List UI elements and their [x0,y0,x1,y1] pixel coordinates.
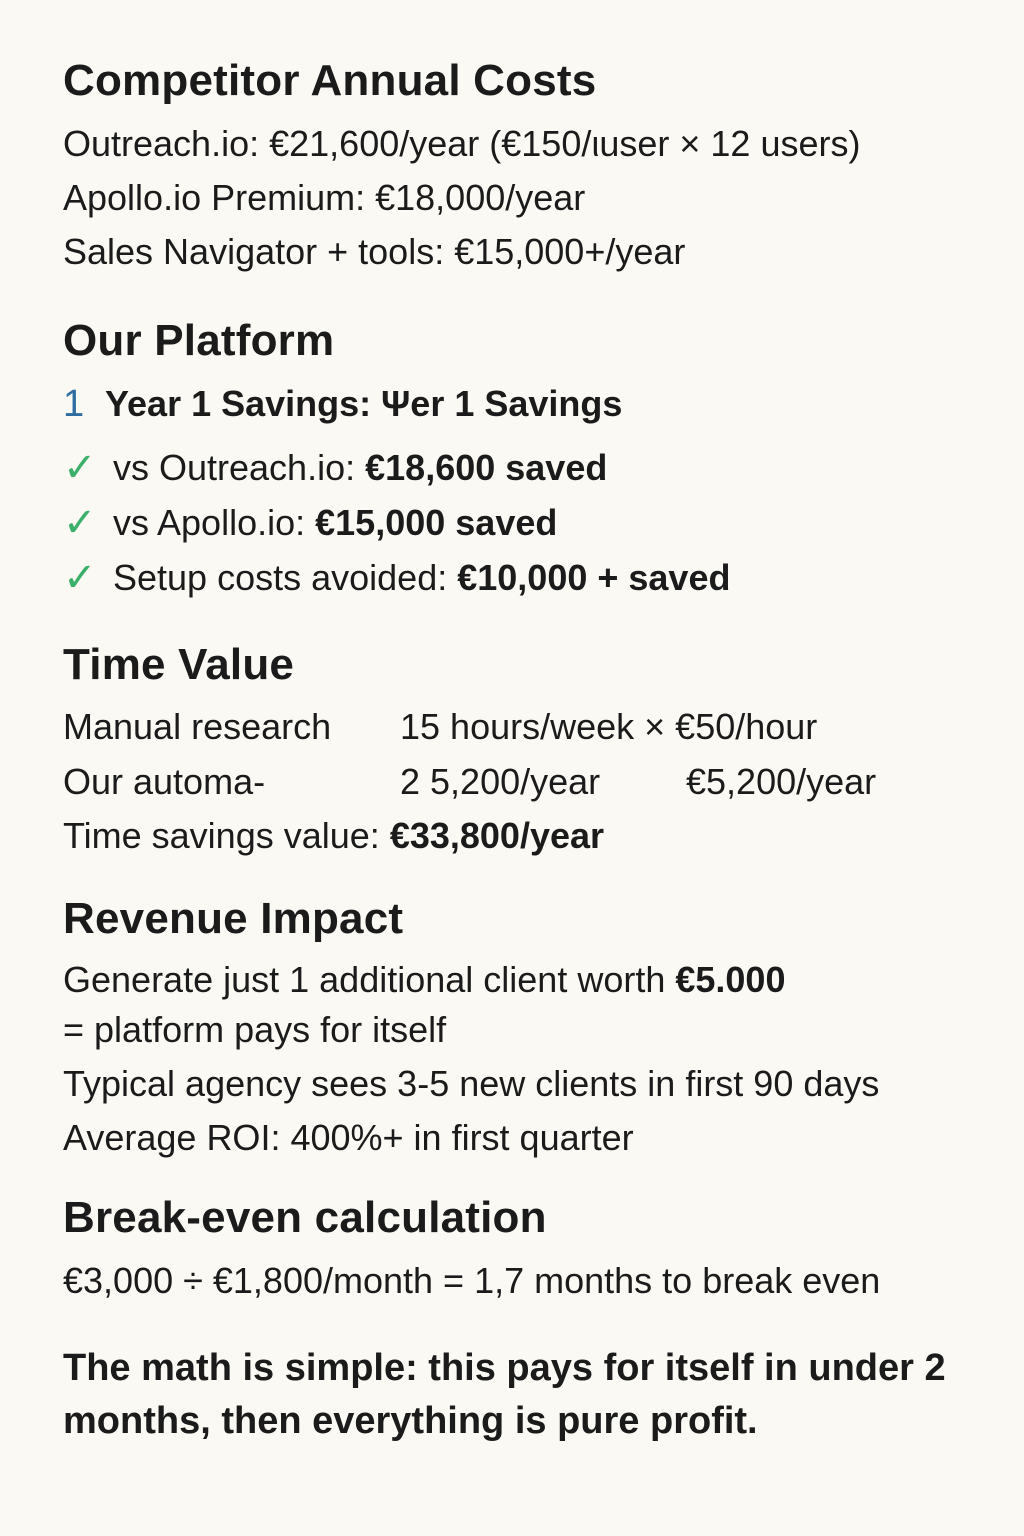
savings-title [63,385,622,423]
competitor-line-sales-navigator: Sales Navigator + tools: €15,000+/year [63,231,686,272]
closing-statement: The math is simple: this pays for itself in under 2 months, then everything is pure profit. [63,1347,946,1442]
revenue-line-1-value: €5.000 [675,959,786,1000]
savings-item [63,448,607,488]
savings-item-value: €15,000 saved [315,502,558,543]
checkmark-icon: ✓ [63,556,97,600]
savings-item-value: €18,600 saved [365,447,608,488]
savings-number-marker: 1 [63,383,85,425]
savings-suffix: Ψer 1 Savings [381,383,623,424]
time-row2-value: 2 5,200/year [400,761,601,802]
time-value-heading: Time Value [63,640,295,689]
platform-heading: Our Platform [63,316,335,365]
checkmark-icon: ✓ [63,501,97,545]
competitor-line-apollo: Apollo.io Premium: €18,000/year [63,177,586,218]
time-row2-extra: €5,200/year [686,761,877,802]
revenue-line-3: Typical agency sees 3-5 new clients in first 90 days [63,1063,880,1104]
breakeven-heading: Break-even calculation [63,1193,547,1242]
revenue-line-4: Average ROI: 400%+ in first quarter [63,1117,634,1158]
time-row1-label: Manual research [63,706,332,747]
savings-item-label: Setup costs avoided: [113,557,448,598]
savings-item [63,558,730,598]
time-row1-value: 15 hours/week × €50/hour [400,706,818,747]
competitor-heading: Competitor Annual Costs [63,56,597,105]
savings-label: Year 1 Savings: [105,383,372,424]
revenue-line-1 [63,959,786,1000]
competitor-line-outreach: Outreach.io: €21,600/year (€150/ιuser × 12 users) [63,123,861,164]
savings-item [63,503,557,543]
breakeven-line: €3,000 ÷ €1,800/month = 1,7 months to break even [63,1260,881,1301]
time-row2-label: Our automa- [63,761,266,802]
revenue-line-1-text: Generate just 1 additional client worth [63,959,676,1000]
savings-item-label: vs Apollo.io: [113,502,306,543]
savings-item-label: vs Outreach.io: [113,447,356,488]
time-savings-label: Time savings value: [63,815,380,856]
checkmark-icon: ✓ [63,446,97,490]
revenue-line-2: = platform pays for itself [63,1009,447,1050]
savings-item-value: €10,000 + saved [457,557,731,598]
revenue-heading: Revenue Impact [63,894,404,943]
time-savings-total [63,815,605,856]
time-savings-value: €33,800/year [389,815,605,856]
